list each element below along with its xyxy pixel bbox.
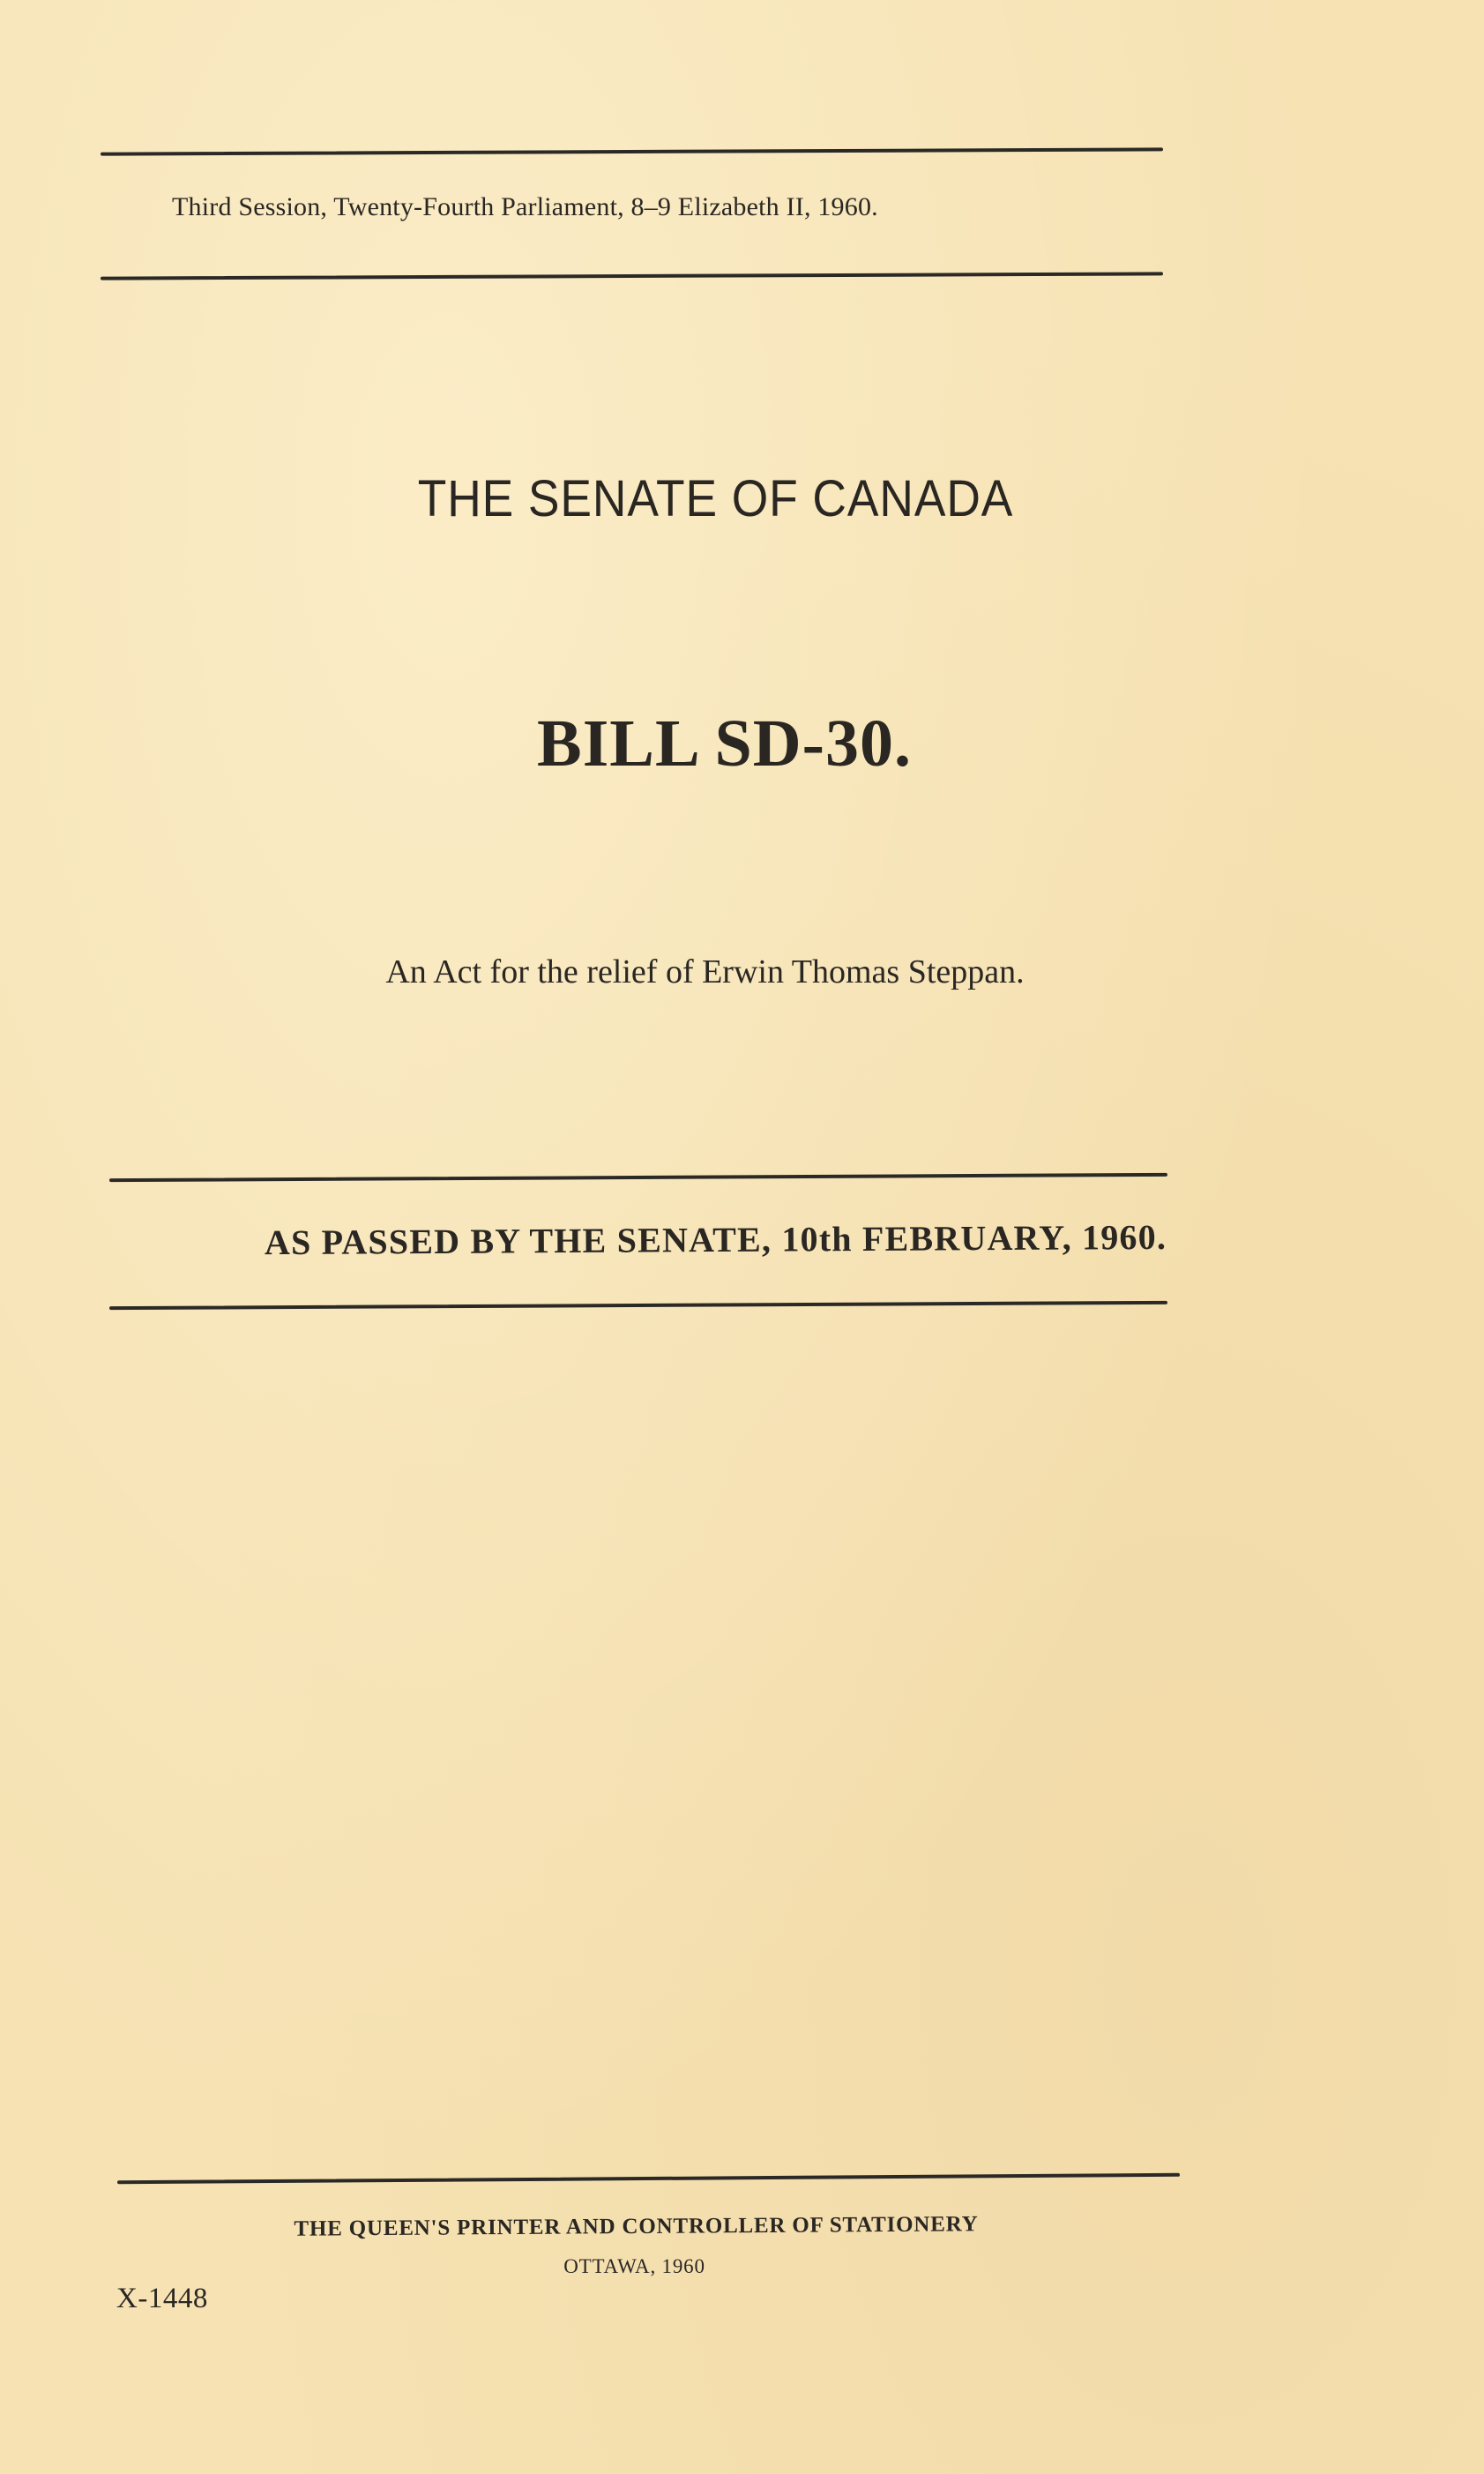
passage-status: AS PASSED BY THE SENATE, 10th FEBRUARY, 1960. [264,1216,1167,1263]
bill-number: BILL SD-30. [537,706,912,781]
status-top-rule [109,1173,1167,1182]
place-year: OTTAWA, 1960 [563,2255,705,2277]
footer-rule [117,2173,1180,2184]
top-rule [101,147,1163,155]
session-line: Third Session, Twenty-Fourth Parliament, 8–9 Elizabeth II, 1960. [172,192,878,221]
house-heading: THE SENATE OF CANADA [417,470,1014,527]
status-bottom-rule [109,1301,1167,1310]
bleed-through-texture [247,360,252,384]
printer-line: THE QUEEN'S PRINTER AND CONTROLLER OF STATIONERY [294,2212,979,2241]
document-code: X-1448 [116,2283,208,2314]
bill-title: An Act for the relief of Erwin Thomas Steppan. [385,953,1025,990]
header-bottom-rule [101,272,1163,280]
